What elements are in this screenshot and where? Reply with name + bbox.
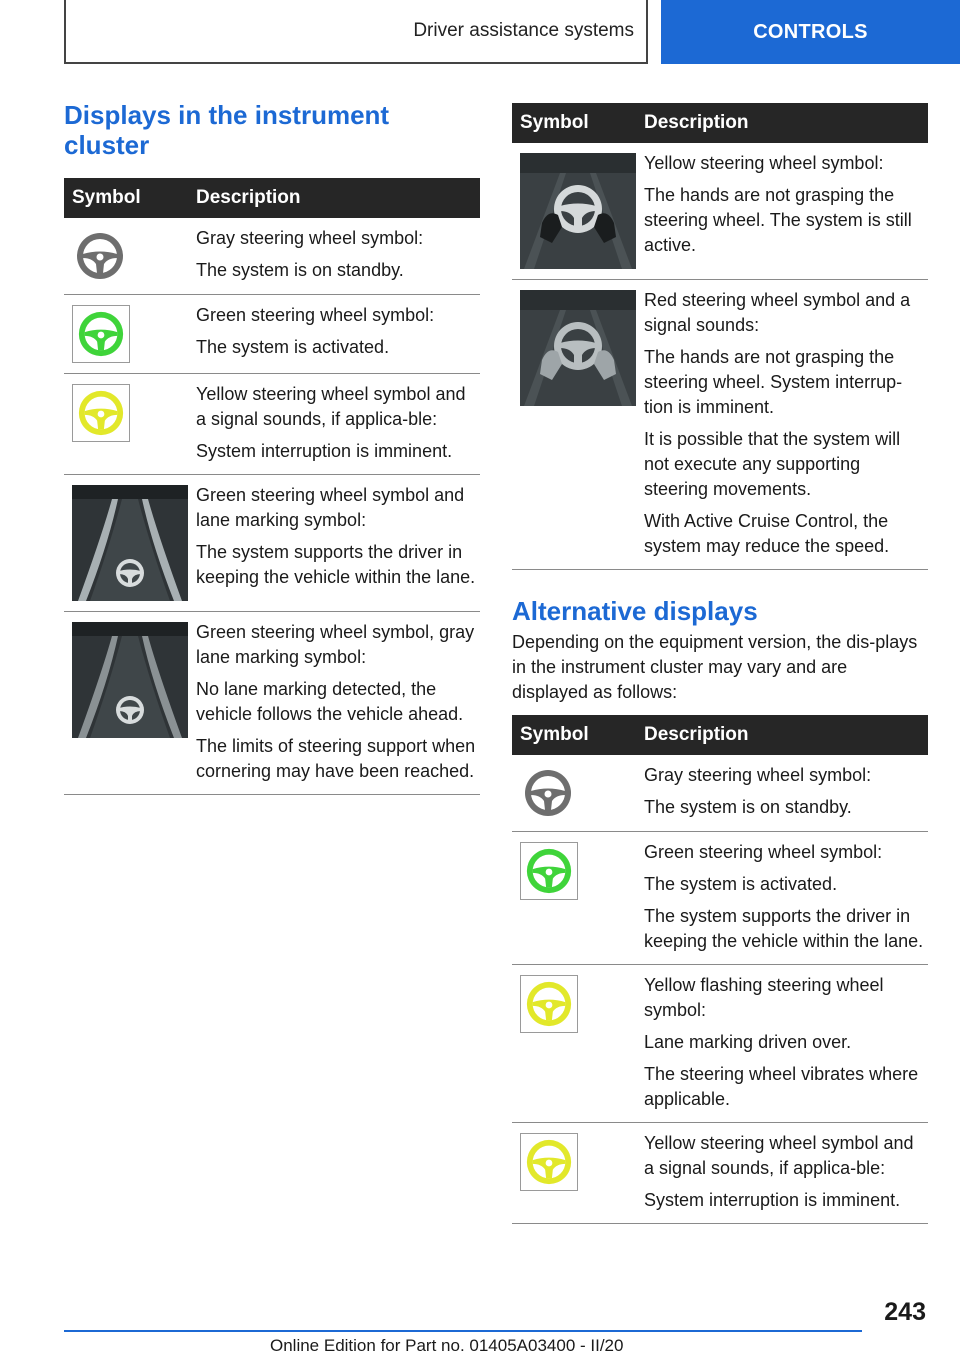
row-text: Green steering wheel symbol: (196, 305, 435, 325)
row-text: Green steering wheel symbol, gray lane marking symbol: (196, 622, 475, 667)
row-text: The limits of steering support when cornering may have been reached. (196, 736, 476, 781)
section-intro: Depending on the equipment version, the dis‐plays in the instrument cluster may vary and are displayed as follows: (512, 632, 918, 702)
page-number: 243 (884, 1298, 926, 1326)
row-text: With Active Cruise Control, the system may reduce the speed. (644, 511, 890, 556)
col-header-description: Description (636, 103, 928, 143)
table-header-row (64, 178, 480, 218)
table-row (512, 755, 928, 832)
yellow-steering-wheel-icon (520, 1133, 578, 1191)
row-text: The system is on standby. (644, 797, 852, 817)
green-wheel-gray-lane-marking-icon (72, 622, 188, 738)
row-text: The system is activated. (644, 874, 838, 894)
row-text: Yellow steering wheel symbol and a signal sounds, if applica‐ble: (196, 384, 466, 429)
footer-edition: Online Edition for Part no. 01405A03400 - II/20 (270, 1336, 624, 1355)
section-title-displays: Displays in the instrument cluster (64, 100, 390, 160)
gray-steering-wheel-icon (72, 228, 128, 284)
green-wheel-lane-marking-icon (72, 485, 188, 601)
table-row (64, 374, 480, 475)
row-text: No lane marking detected, the vehicle follows the vehicle ahead. (196, 679, 464, 724)
row-text: Green steering wheel symbol: (644, 842, 883, 862)
header-tab-label: CONTROLS (753, 20, 868, 43)
row-text: It is possible that the system will not execute any supporting steering movements. (644, 429, 901, 499)
green-steering-wheel-icon (520, 842, 578, 900)
row-text: Lane marking driven over. (644, 1032, 852, 1052)
col-header-description: Description (188, 178, 480, 218)
row-text: The hands are not grasping the steering wheel. The system is still active. (644, 185, 912, 255)
row-text: The system is on standby. (196, 260, 404, 280)
row-text: The system is activated. (196, 337, 390, 357)
row-text: The hands are not grasping the steering wheel. System interrup‐tion is imminent. (644, 347, 903, 417)
green-steering-wheel-icon (72, 305, 130, 363)
yellow-wheel-hands-icon (520, 153, 636, 269)
table-header-row (512, 103, 928, 143)
row-text: System interruption is imminent. (644, 1190, 901, 1210)
row-text: Green steering wheel symbol and lane marking symbol: (196, 485, 465, 530)
col-header-symbol: Symbol (64, 178, 188, 218)
table-row (64, 218, 480, 295)
table-header-row (512, 715, 928, 755)
symbol-table-2 (512, 715, 928, 1224)
col-header-symbol: Symbol (512, 103, 636, 143)
row-text: Gray steering wheel symbol: (196, 228, 424, 248)
table-row (512, 832, 928, 965)
row-text: Yellow flashing steering wheel symbol: (644, 975, 884, 1020)
row-text: Red steering wheel symbol and a signal sounds: (644, 290, 911, 335)
table-row (512, 1123, 928, 1224)
yellow-steering-wheel-icon (72, 384, 130, 442)
table-row (64, 612, 480, 795)
col-header-symbol: Symbol (512, 715, 636, 755)
row-text: The steering wheel vibrates where applicable. (644, 1064, 919, 1109)
row-text: System interruption is imminent. (196, 441, 453, 461)
right-column (512, 103, 928, 1224)
left-column (64, 100, 480, 795)
row-text: The system supports the driver in keeping the vehicle within the lane. (196, 542, 476, 587)
table-row (512, 143, 928, 280)
yellow-steering-wheel-icon (520, 975, 578, 1033)
table-row (512, 965, 928, 1123)
header-tab-controls[interactable] (661, 0, 960, 64)
gray-steering-wheel-icon (520, 765, 576, 821)
symbol-table-1 (64, 178, 480, 795)
table-row (64, 295, 480, 374)
header-section-title (64, 0, 648, 64)
row-text: Gray steering wheel symbol: (644, 765, 872, 785)
red-wheel-hands-icon (520, 290, 636, 406)
header-section-label: Driver assistance systems (413, 20, 634, 41)
row-text: Yellow steering wheel symbol and a signal sounds, if applica‐ble: (644, 1133, 914, 1178)
table-row (64, 475, 480, 612)
col-header-description: Description (636, 715, 928, 755)
table-row (512, 280, 928, 570)
row-text: Yellow steering wheel symbol: (644, 153, 884, 173)
footer-divider (64, 1330, 862, 1332)
symbol-table-1-continued (512, 103, 928, 570)
section-title-alternative: Alternative displays (512, 596, 758, 626)
row-text: The system supports the driver in keeping the vehicle within the lane. (644, 906, 924, 951)
